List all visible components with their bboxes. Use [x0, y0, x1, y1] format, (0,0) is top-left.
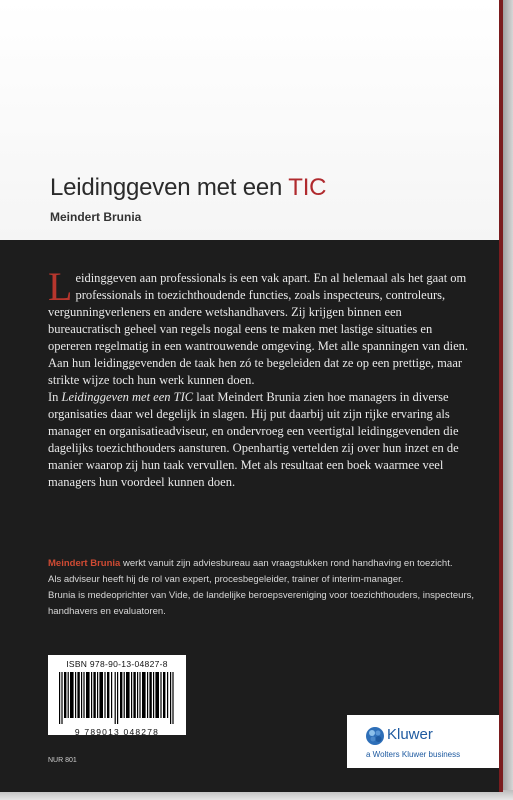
title-panel: [0, 0, 502, 240]
publisher-logo: [347, 715, 502, 768]
barcode-box: [48, 655, 186, 735]
book-title-main: Leidinggeven met een: [50, 174, 283, 201]
bio-author-name: Meindert Brunia: [48, 558, 121, 569]
book-author: Meindert Brunia: [50, 210, 142, 224]
bio-line-1-text: werkt vanuit zijn adviesbureau aan vraagstukken rond handhaving en toezicht.: [122, 558, 453, 569]
barcode-icon: [53, 672, 181, 724]
author-bio: [48, 556, 478, 620]
publisher-name: Kluwer: [387, 726, 433, 743]
book-title: [50, 174, 326, 202]
blurb-paragraph-1: [48, 264, 468, 389]
bio-line-2: Als adviseur heeft hij de rol van expert, procesbegeleider, trainer of interim-manager.: [48, 574, 404, 585]
book-title-accent: TIC: [288, 174, 327, 201]
blurb-paragraph-2: [48, 389, 468, 491]
publisher-tagline: a Wolters Kluwer business: [366, 750, 461, 759]
blurb-paragraph-2-text: laat Meindert Brunia zien hoe managers in diverse organisaties daar wel degelijk in slagen. Hij put daarbij uit zijn rijke ervaring als manager en organisatieadviseur, en ondervroeg een veertigtal leidinggevenden die dagelijks toezichthouders aansturen. Openhartig vertelden zij over hun inzet en de manier waarop zij hun taak vervullen. Met als resultaat een boek waarmee veel managers hun voordeel kunnen doen.: [48, 390, 459, 489]
kluwer-sphere-icon: [365, 726, 385, 746]
bio-line-1: [48, 556, 478, 572]
spine-edge: [499, 0, 503, 792]
blurb-paragraph-2-prefix: In: [48, 390, 59, 404]
drop-cap: L: [48, 264, 73, 309]
blurb-book-title: Leidinggeven met een TIC: [61, 390, 194, 404]
isbn-label: ISBN 978-90-13-04827-8: [66, 659, 168, 669]
blurb: [48, 264, 468, 491]
blurb-paragraph-1-text: eidinggeven aan professionals is een vak apart. En al helemaal als het gaat om professionals in toezichthoudende functies, zoals inspecteurs, controleurs, vergunningverleners en andere wetshandhavers. Zij krijgen binnen een bureaucratisch geheel van regels nogal eens te maken met lastige situaties en opereren regelmatig in een wantrouwende omgeving. Met alle spanningen van dien. Aan hun leidinggevenden de taak hen zó te begeleiden dat ze op een prettige, maar strikte wijze toch hun werk kunnen doen.: [48, 271, 468, 387]
bio-line-4: handhavers en evaluatoren.: [48, 606, 166, 617]
barcode-digits: 9 789013 048278: [74, 727, 160, 737]
nur-code: NUR 801: [48, 757, 77, 764]
bio-line-3: Brunia is medeoprichter van Vide, de landelijke beroepsvereniging voor toezichthouders, inspecteurs,: [48, 590, 474, 601]
